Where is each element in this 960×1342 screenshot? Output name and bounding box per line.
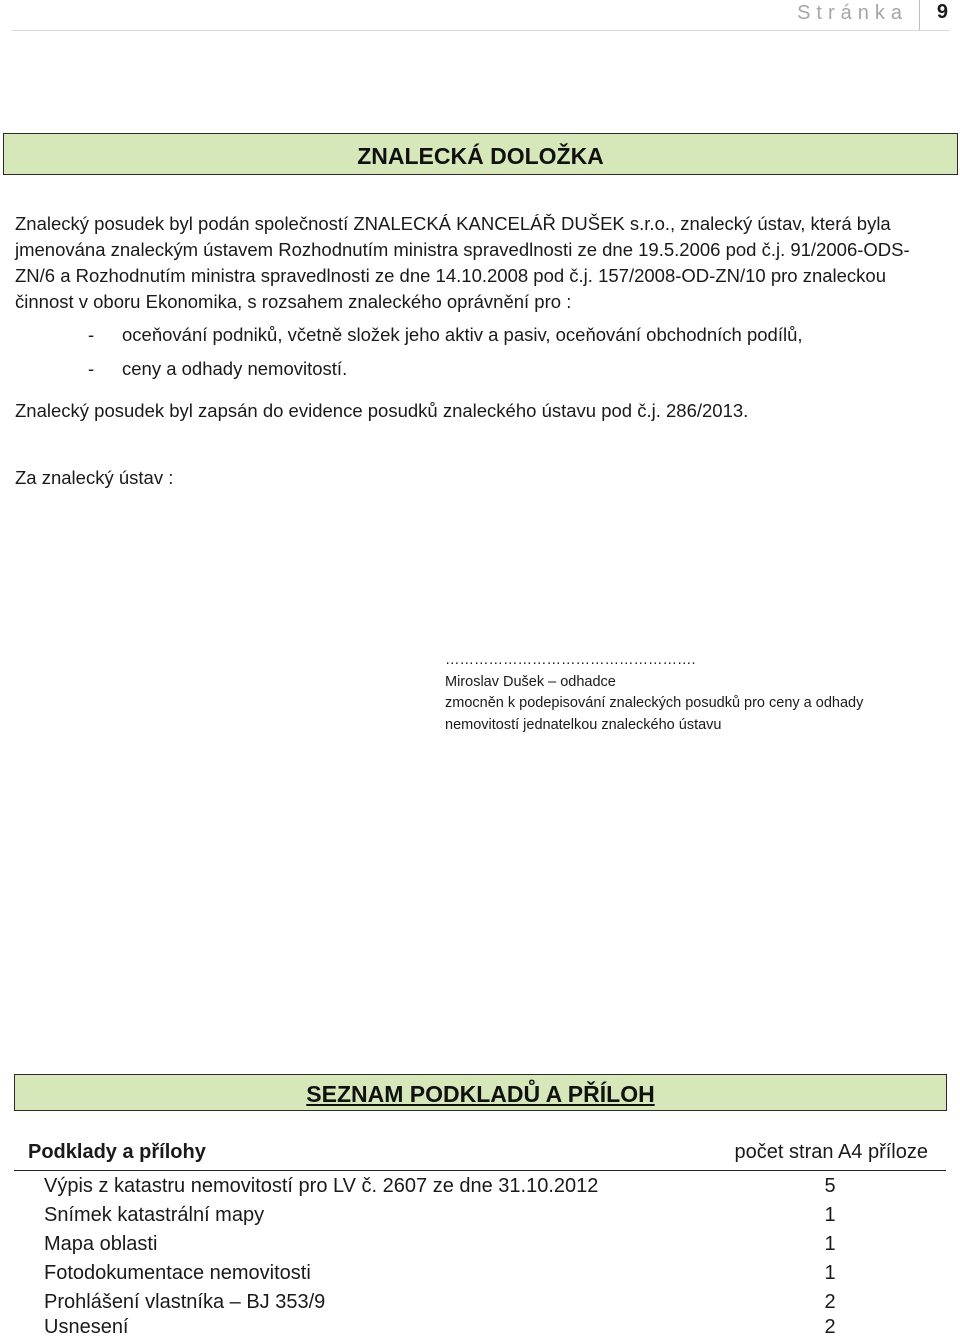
row-label: Snímek katastrální mapy — [44, 1204, 265, 1226]
table-row — [44, 1172, 924, 1201]
page-label: Stránka — [797, 2, 908, 24]
row-label: Výpis z katastru nemovitostí pro LV č. 2607 ze dne 31.10.2012 — [44, 1175, 599, 1197]
registration-paragraph: Znalecký posudek byl zapsán do evidence posudků znaleckého ústavu pod č.j. 286/2013. — [15, 400, 749, 421]
bullet-text: ceny a odhady nemovitostí. — [122, 358, 348, 379]
page-separator — [919, 0, 920, 30]
signature-block — [445, 650, 945, 736]
row-count: 5 — [824, 1175, 836, 1197]
table-row — [44, 1201, 924, 1230]
row-label: Mapa oblasti — [44, 1233, 158, 1255]
section-title-doloska: ZNALECKÁ DOLOŽKA — [3, 133, 958, 175]
page-number: 9 — [936, 1, 948, 23]
bullet-item — [88, 322, 803, 348]
column-header-pages: počet stran A4 příloze — [734, 1141, 928, 1163]
row-count: 1 — [824, 1262, 836, 1284]
bullet-item — [88, 356, 347, 382]
row-label: Fotodokumentace nemovitosti — [44, 1262, 311, 1284]
row-count: 1 — [824, 1204, 836, 1226]
row-label: Usnesení — [44, 1316, 129, 1338]
bullet-dash: - — [88, 324, 95, 345]
doloska-paragraph: Znalecký posudek byl podán společností ZNALECKÁ KANCELÁŘ DUŠEK s.r.o., znalecký ústav, která byla jmenována znaleckým ústavem Rozhodnutím ministra spravedlnosti ze dne 19.5.2006 pod č.j. 91/2006-ODS-ZN/6 a Rozhodnutím ministra spravedlnosti ze dne 14.10.2008 pod č.j. 157/2008-OD-ZN/10 pro znaleckou činnost v oboru Ekonomika, s rozsahem znaleckého oprávnění pro : — [15, 213, 910, 312]
row-count: 2 — [824, 1291, 836, 1313]
signature-line: zmocněn k podepisování znaleckých posudků pro ceny a odhady — [445, 695, 864, 711]
section-title-text: SEZNAM PODKLADŮ A PŘÍLOH — [306, 1081, 655, 1107]
signature-line: nemovitostí jednatelkou znaleckého ústavu — [445, 716, 722, 733]
row-count: 2 — [824, 1316, 836, 1338]
table-row — [44, 1313, 924, 1342]
table-row — [44, 1230, 924, 1259]
institute-label: Za znalecký ústav : — [15, 467, 174, 488]
column-header-documents: Podklady a přílohy — [28, 1141, 206, 1163]
signature-dots: ……………………………………………. — [445, 652, 696, 668]
table-row — [44, 1259, 924, 1288]
section-title-podklady — [14, 1074, 947, 1111]
header-rule — [12, 30, 950, 31]
signature-name: Miroslav Dušek – odhadce — [445, 673, 616, 690]
table-header — [14, 1141, 946, 1171]
bullet-dash: - — [88, 358, 95, 379]
row-count: 1 — [824, 1233, 836, 1255]
row-label: Prohlášení vlastníka – BJ 353/9 — [44, 1291, 326, 1313]
bullet-text: oceňování podniků, včetně složek jeho aktiv a pasiv, oceňování obchodních podílů, — [122, 324, 803, 345]
page-header — [0, 0, 960, 30]
